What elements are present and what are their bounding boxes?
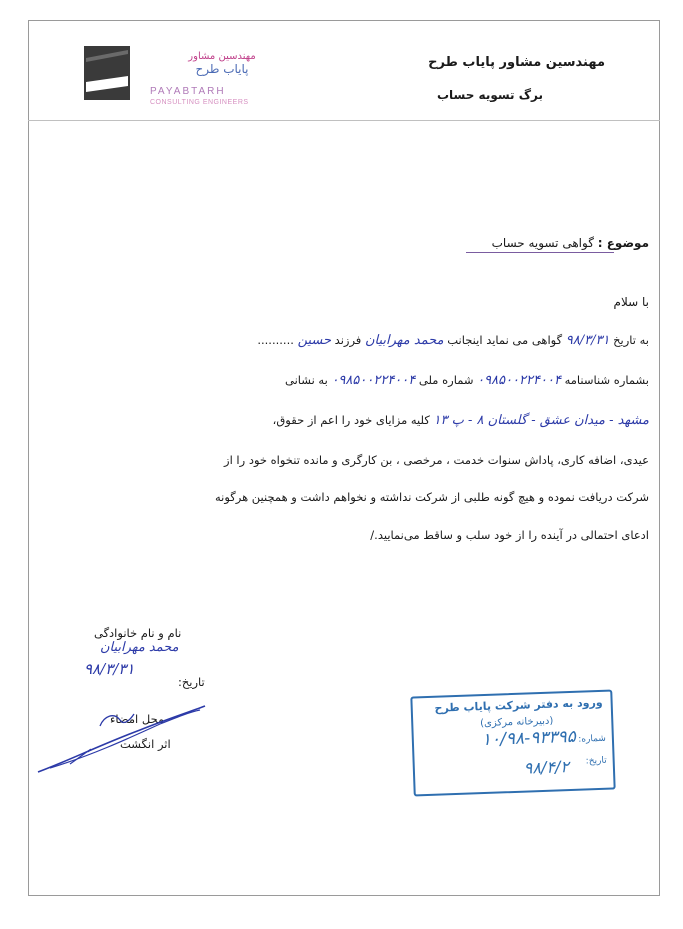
national-id-label: شماره ملی [418,373,474,387]
body-line-6: ادعای احتمالی در آینده را از خود سلب و ساقط می‌نمایید./ [370,528,649,542]
body-line-1 [257,333,649,348]
id-label: بشماره شناسنامه [564,373,649,387]
signature-place-label: محل امضاء [110,712,165,726]
handwritten-name: محمد مهرابیان [364,333,444,348]
date-intro: به تاریخ [613,333,649,347]
subject-label: موضوع : [597,236,649,250]
certify-text: گواهی می نماید اینجانب [447,333,563,347]
body-line-5: شرکت دریافت نموده و هیچ گونه طلبی از شرکت نداشته و نخواهم داشت و همچنین هرگونه [214,490,649,504]
body-line-3 [273,413,649,428]
logo-persian [182,50,262,76]
stamp-date-value: ۹۸/۴/۲ [523,757,570,778]
subject-value: گواهی تسویه حساب [491,236,594,250]
logo-persian-small: مهندسین مشاور [188,51,256,62]
signer-name-handwritten: محمد مهرابیان [100,640,179,655]
handwritten-id-number: ۰۹۸۵۰۰۲۲۴۰۰۴ [477,373,561,388]
signer-date-label: تاریخ: [178,675,205,689]
signer-date-handwritten: ۹۸/۳/۳۱ [84,660,135,678]
greeting: با سلام [613,295,649,309]
logo-english-sub: CONSULTING ENGINEERS [150,99,249,106]
logo-persian-name: پایاب طرح [195,62,249,76]
stamp-subtitle: (دبیرخانه مرکزی) [480,715,554,730]
dots: .......... [257,333,294,347]
thumbprint-label: اثر انگشت [120,737,171,751]
subject-underline [466,252,614,253]
body-line-4: عیدی، اضافه کاری، پاداش سنوات خدمت ، مرخصی ، بن کارگری و مانده تنخواه خود را از [224,453,649,467]
subject-line [492,236,649,250]
stamp-number-value: ۱۰/۹۸-۹۳۳۹۵ [481,726,577,751]
child-of-text: فرزند [334,333,362,347]
stamp-number-label: شماره: [578,733,607,745]
handwritten-address: مشهد - میدان عشق - گلستان ۸ - پ ۱۳ [433,413,649,428]
body-line-2 [285,373,649,388]
handwritten-father: حسین [297,333,332,348]
logo-mark [84,46,130,100]
document-title: برگ تسویه حساب [436,88,543,102]
stamp-title: ورود به دفتر شرکت پایاب طرح [434,695,603,715]
benefits-intro: کلیه مزایای خود را اعم از حقوق، [272,413,430,427]
address-label: به نشانی [285,373,328,387]
handwritten-date: ۹۸/۳/۳۱ [565,333,610,348]
registration-stamp [410,690,615,797]
header-divider [28,120,660,121]
company-name: مهندسین مشاور پایاب طرح [428,55,605,70]
stamp-date-label: تاریخ: [585,755,607,767]
handwritten-national-id: ۰۹۸۵۰۰۲۲۴۰۰۴ [331,373,416,388]
signature-scribble [30,690,210,780]
logo-english-name: PAYABTARH [150,86,226,97]
signer-name-label: نام و نام خانوادگی [94,626,182,640]
